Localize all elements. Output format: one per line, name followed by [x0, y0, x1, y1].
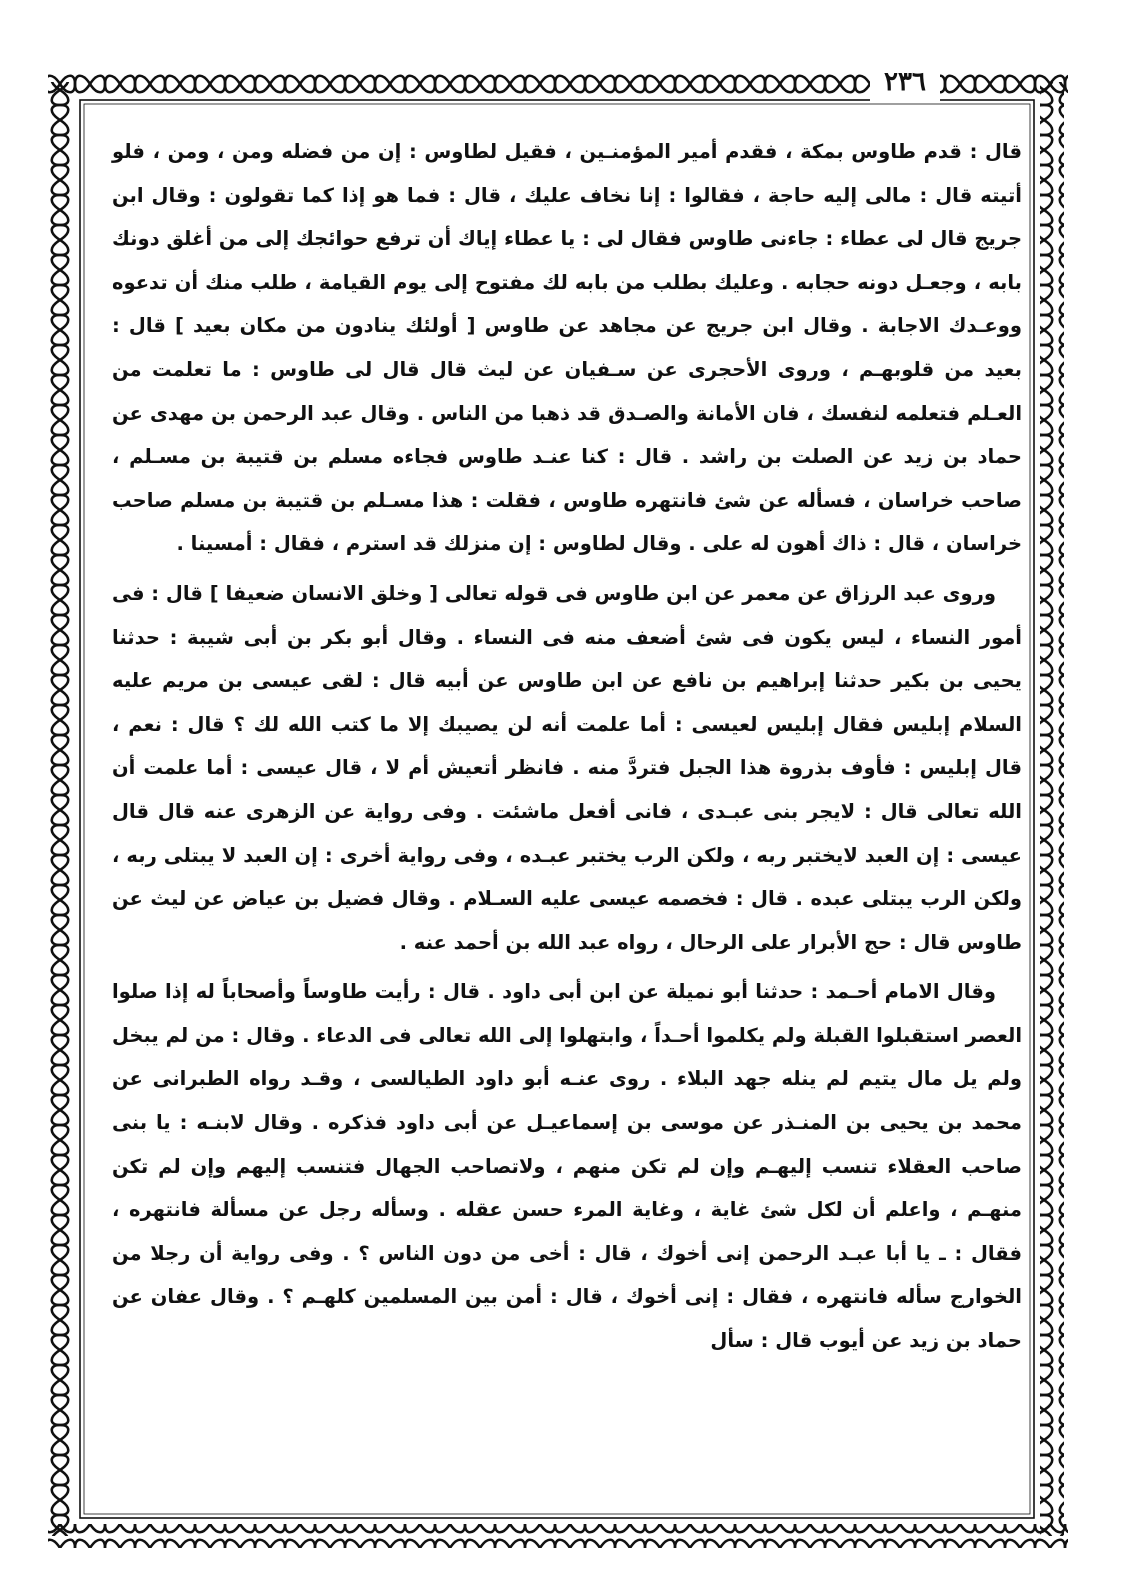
- paragraph-1: قال : قدم طاوس بمكة ، فقدم أمير المؤمنـين ، فقيل لطاوس : إن من فضله ومن ، ومن ، فلو أتيته قال : مالى إليه حاجة ، فقالوا : إنا نخاف عليك ، قال : فما هو إذا كما تقولون : وقال ابن جريج قال لى عطاء : جاءنى طاوس فقال لى : يا عطاء إياك أن ترفع حوائجك إلى من أغلق دونك بابه ، وجعـل دونه حجابه . وعليك بطلب من بابه لك مفتوح إلى يوم القيامة ، طلب منك أن تدعوه ووعـدك الاجابة . وقال ابن جريج عن مجاهد عن طاوس [ أولئك ينادون من مكان بعيد ] قال : بعيد من قلوبهـم ، وروى الأحجرى عن سـفيان عن ليث قال قال لى طاوس : ما تعلمت من العـلم فتعلمه لنفسك ، فان الأمانة والصـدق قد ذهبا من الناس . وقال عبد الرحمن بن مهدى عن حماد بن زيد عن الصلت بن راشد . قال : كنا عنـد طاوس فجاءه مسلم بن قتيبة بن مسـلم ، صاحب خراسان ، فسأله عن شئ فانتهره طاوس ، فقلت : هذا مسـلم بن قتيبة بن مسلم صاحب خراسان ، قال : ذاك أهون له على . وقال لطاوس : إن منزلك قد استرم ، فقال : أمسينا .: [112, 140, 1022, 556]
- paragraph-2: وروى عبد الرزاق عن معمر عن ابن طاوس فى قوله تعالى [ وخلق الانسان ضعيفا ] قال : فى أمور النساء ، ليس يكون فى شئ أضعف منه فى النساء . وقال أبو بكر بن أبى شيبة : حدثنا يحيى بن بكير حدثنا إبراهيم بن نافع عن ابن طاوس عن أبيه قال : لقى عيسى بن مريم عليه السلام إبليس فقال إبليس لعيسى : أما علمت أنه لن يصيبك إلا ما كتب الله لك ؟ قال : نعم ، قال إبليس : فأوف بذروة هذا الجبل فتردَّ منه . فانظر أتعيش أم لا ، قال عيسى : أما علمت أن الله تعالى قال : لايجر بنى عبـدى ، فانى أفعل ماشئت . وفى رواية عن الزهرى عنه قال قال عيسى : إن العبد لايختبر ربه ، ولكن الرب يختبر عبـده ، وفى رواية أخرى : إن العبد لا يبتلى ربه ، ولكن الرب يبتلى عبده . قال : فخصمه عيسى عليه السـلام . وقال فضيل بن عياض عن ليث عن طاوس قال : حج الأبرار على الرحال ، رواه عبد الله بن أحمد عنه .: [112, 581, 1022, 954]
- main-text: [112, 130, 1022, 1510]
- page-number: ٢٣٦: [870, 62, 940, 102]
- paragraph-3: وقال الامام أحـمد : حدثنا أبو نميلة عن ابن أبى داود . قال : رأيت طاوساً وأصحاباً له إذا صلوا العصر استقبلوا القبلة ولم يكلموا أحـداً ، وابتهلوا إلى الله تعالى فى الدعاء . وقال : من لم يبخل ولم يل مال يتيم لم ينله جهد البلاء . روى عنـه أبو داود الطيالسى ، وقـد رواه الطبرانى عن محمد بن يحيى بن المنـذر عن موسى بن إسماعيـل عن أبى داود فذكره . وقال لابنـه : يا بنى صاحب العقلاء تنسب إليهـم وإن لم تكن منهم ، ولاتصاحب الجهال فتنسب إليهم وإن لم تكن منهـم ، واعلم أن لكل شئ غاية ، وغاية المرء حسن عقله . وسأله رجل عن مسألة فانتهره ، فقال : ـ يا أبا عبـد الرحمن إنى أخوك ، قال : أخى من دون الناس ؟ . وفى رواية أن رجلا من الخوارج سأله فانتهره ، فقال : إنى أخوك ، قال : أمن بين المسلمين كلهـم ؟ . وقال عفان عن حماد بن زيد عن أيوب قال : سأل: [112, 980, 1022, 1353]
